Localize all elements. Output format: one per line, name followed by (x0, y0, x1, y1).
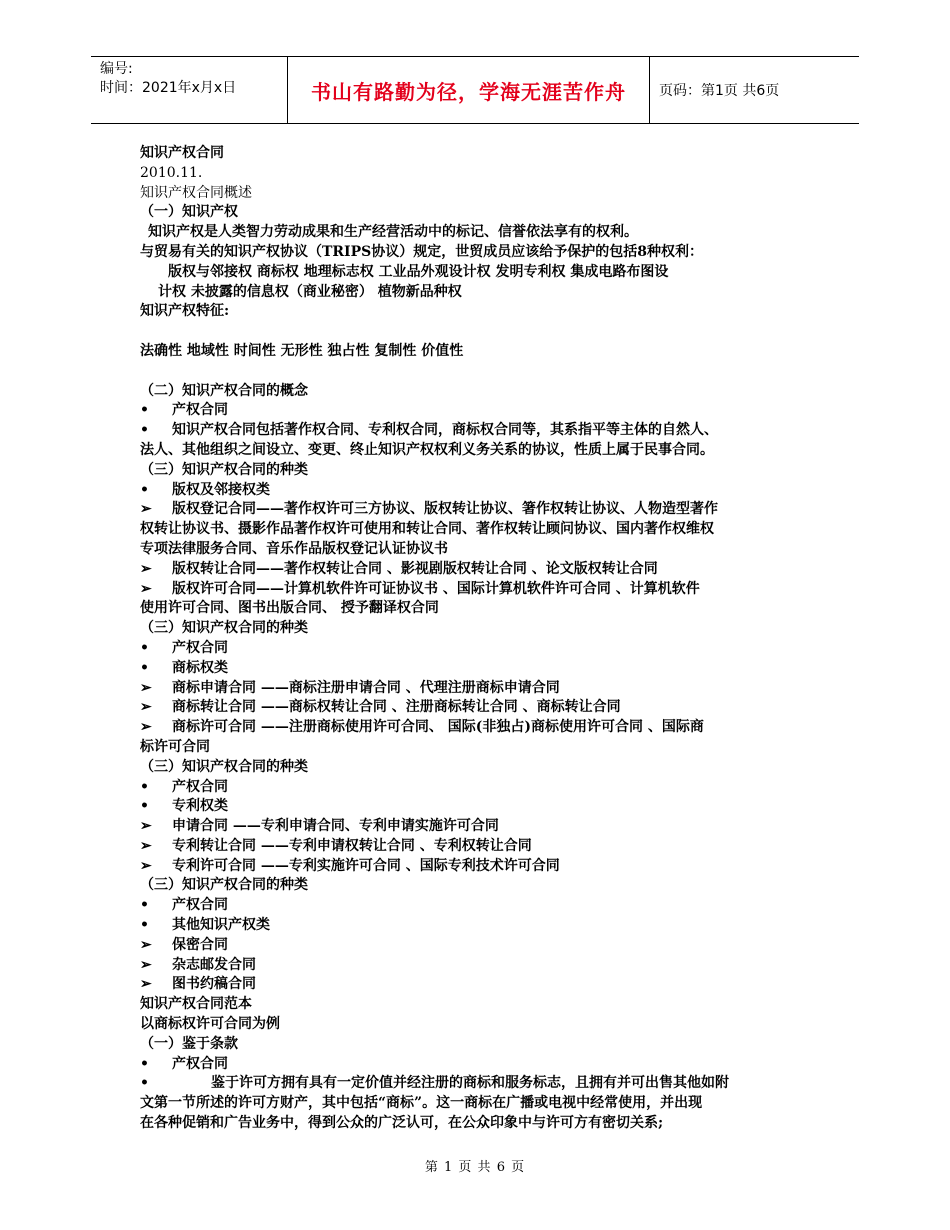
bullet-marker: • (140, 1075, 149, 1092)
section-heading: 以商标权许可合同为例 (140, 1016, 280, 1033)
arrow-icon: ➢ (140, 857, 152, 874)
bullet-item: • 其他知识产权类 (140, 916, 816, 936)
bullet-marker: • (140, 402, 149, 419)
bullet-marker: • (140, 917, 149, 934)
bullet-marker: • (140, 481, 149, 498)
arrow-item: ➢ 版权登记合同——著作权许可三方协议、版权转让协议、箸作权转让协议、人物造型著作 (140, 500, 816, 520)
paragraph-line: 法人、其他组织之间设立、变更、终止知识产权权利义务关系的协议，性质上属于民事合同。 (140, 441, 714, 458)
arrow-item: ➢ 申请合同 ——专利申请合同、专利申请实施许可合同 (140, 817, 816, 837)
time-label: 时间：2021年x月x日 (100, 80, 237, 96)
bullet-item: • 鉴于许可方拥有具有一定价值并经注册的商标和服务标志，且拥有并可出售其他如附 (140, 1074, 816, 1094)
header-divider (649, 57, 650, 123)
header-table (91, 56, 859, 124)
section-heading: （三）知识产权合同的种类 (140, 758, 308, 775)
bullet-item: • 商标权类 (140, 659, 816, 679)
blank-line (140, 322, 816, 342)
bullet-item: • 产权合同 (140, 896, 816, 916)
arrow-icon: ➢ (140, 699, 152, 716)
paragraph-line: 知识产权是人类智力劳动成果和生产经营活动中的标记、信誉依法享有的权利。 (148, 224, 638, 241)
document-body (140, 144, 816, 1134)
doc-title: 知识产权合同 (140, 145, 224, 161)
arrow-icon: ➢ (140, 679, 152, 696)
arrow-item: ➢ 版权许可合同——计算机软件许可证协议书 、国际计算机软件许可合同 、计算机软件 (140, 580, 816, 600)
bullet-item: • 版权及邻接权类 (140, 481, 816, 501)
paragraph-line: 使用许可合同、图书出版合同、 授予翻译权合同 (140, 600, 439, 617)
section-heading: 知识产权合同范本 (140, 996, 252, 1013)
paragraph-line: 权转让协议书、摄影作品著作权许可使用和转让合同、著作权转让顾问协议、国内著作权维权 (140, 521, 714, 538)
section-heading: （一）鉴于条款 (140, 1035, 238, 1052)
bullet-item: • 产权合同 (140, 639, 816, 659)
arrow-item: ➢ 商标转让合同 ——商标权转让合同 、注册商标转让合同 、商标转让合同 (140, 698, 816, 718)
header-motto: 书山有路勤为径，学海无涯苦作舟 (311, 79, 626, 104)
bullet-item: • 产权合同 (140, 778, 816, 798)
paragraph-line: 在各种促销和广告业务中，得到公众的广泛认可，在公众印象中与许可方有密切关系; (140, 1115, 664, 1132)
arrow-icon: ➢ (140, 719, 152, 736)
bullet-marker: • (140, 422, 149, 439)
paragraph-line: 版权与邻接权 商标权 地理标志权 工业品外观设计权 发明专利权 集成电路布图设 (168, 263, 669, 280)
arrow-item: ➢ 图书约稿合同 (140, 975, 816, 995)
page-label: 页码：第1页 共6页 (659, 83, 780, 99)
arrow-item: ➢ 保密合同 (140, 936, 816, 956)
bullet-item: • 知识产权合同包括著作权合同、专利权合同，商标权合同等，其系指平等主体的自然人、 (140, 421, 816, 441)
arrow-icon: ➢ (140, 501, 152, 518)
paragraph-line: 与贸易有关的知识产权协议（TRIPS协议）规定，世贸成员应该给予保护的包括8种权利： (140, 243, 703, 260)
section-heading: （三）知识产权合同的种类 (140, 461, 308, 478)
bullet-marker: • (140, 897, 149, 914)
page-footer: 第 1 页 共 6 页 (424, 1160, 526, 1175)
bullet-marker: • (140, 659, 149, 676)
doc-date: 2010.11. (140, 164, 203, 181)
arrow-item: ➢ 专利转让合同 ——专利申请权转让合同 、专利权转让合同 (140, 837, 816, 857)
section-heading: （一）知识产权 (140, 204, 238, 221)
number-label: 编号: (100, 61, 133, 77)
header-meta (100, 60, 285, 98)
paragraph-line: 标许可合同 (140, 738, 210, 755)
section-heading: （二）知识产权合同的概念 (140, 382, 308, 399)
arrow-icon: ➢ (140, 936, 152, 953)
blank-line (140, 362, 816, 382)
arrow-icon: ➢ (140, 818, 152, 835)
section-heading: （三）知识产权合同的种类 (140, 620, 308, 637)
paragraph-line: 文第一节所述的许可方财产，其中包括“商标”。这一商标在广播或电视中经常使用，并出现 (140, 1095, 703, 1112)
arrow-item: ➢ 版权转让合同——著作权转让合同 、影视剧版权转让合同 、论文版权转让合同 (140, 560, 816, 580)
bullet-marker: • (140, 798, 149, 815)
arrow-icon: ➢ (140, 976, 152, 993)
bullet-item: • 专利权类 (140, 797, 816, 817)
paragraph-line: 知识产权特征: (140, 303, 230, 320)
bullet-marker: • (140, 1055, 149, 1072)
arrow-item: ➢ 杂志邮发合同 (140, 956, 816, 976)
bullet-item: • 产权合同 (140, 1055, 816, 1075)
arrow-icon: ➢ (140, 560, 152, 577)
bullet-item: • 产权合同 (140, 401, 816, 421)
arrow-item: ➢ 专利许可合同 ——专利实施许可合同 、国际专利技术许可合同 (140, 857, 816, 877)
arrow-icon: ➢ (140, 837, 152, 854)
arrow-icon: ➢ (140, 956, 152, 973)
arrow-item: ➢ 商标申请合同 ——商标注册申请合同 、代理注册商标申请合同 (140, 679, 816, 699)
section-title: 知识产权合同概述 (140, 184, 252, 201)
bullet-marker: • (140, 778, 149, 795)
paragraph-line: 法确性 地域性 时间性 无形性 独占性 复制性 价值性 (140, 342, 464, 359)
paragraph-line: 专项法律服务合同、音乐作品版权登记认证协议书 (140, 540, 448, 557)
bullet-marker: • (140, 639, 149, 656)
paragraph-line: 计权 未披露的信息权（商业秘密） 植物新品种权 (158, 283, 462, 300)
arrow-icon: ➢ (140, 580, 152, 597)
arrow-item: ➢ 商标许可合同 ——注册商标使用许可合同、 国际(非独占)商标使用许可合同 、国际商 (140, 718, 816, 738)
section-heading: （三）知识产权合同的种类 (140, 877, 308, 894)
